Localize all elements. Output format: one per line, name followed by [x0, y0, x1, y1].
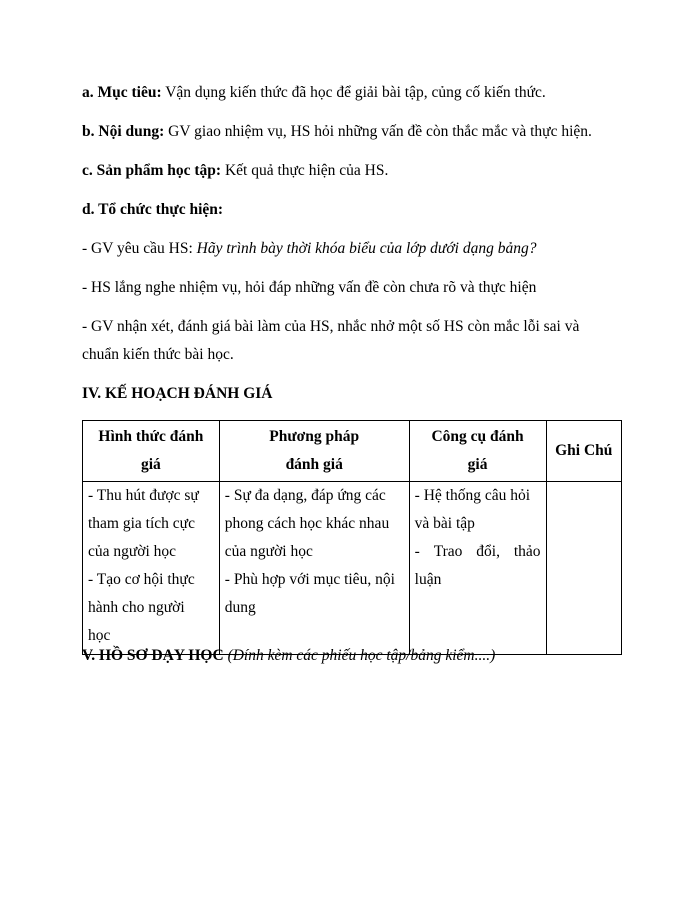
section-v-line [82, 646, 495, 666]
header-assessment-form [83, 421, 220, 482]
objective-text: Vận dụng kiến thức đã học để giải bài tập, củng cố kiến thức. [161, 84, 546, 101]
tool-word: thảo [513, 543, 541, 560]
header-form-line-2: giá [140, 456, 161, 473]
form-line: - Tạo cơ hội thực [88, 571, 195, 588]
tool-line: và bài tập [414, 515, 475, 532]
content-label: b. Nội dung: [82, 123, 165, 140]
section-v-title: V. HỒ SƠ DẠY HỌC [82, 647, 224, 664]
tool-word: - [414, 543, 420, 560]
header-tool-line-1: Công cụ đánh [431, 428, 524, 445]
cell-assessment-tool [409, 482, 546, 655]
header-form-line-1: Hình thức đánh [98, 428, 204, 445]
tool-word: Trao [433, 543, 463, 560]
table-header-row [83, 421, 622, 482]
teacher-request-line [82, 239, 536, 259]
method-line: dung [224, 599, 256, 616]
cell-notes [546, 482, 622, 655]
section-iv-title: IV. KẾ HOẠCH ĐÁNH GIÁ [82, 385, 273, 402]
header-notes: Ghi Chú [546, 421, 622, 482]
section-v-note: (Đính kèm các phiếu học tập/bảng kiểm....) [223, 647, 496, 664]
table-row [83, 482, 622, 655]
product-line [82, 161, 388, 181]
cell-assessment-form [83, 482, 220, 655]
teacher-comment-line-1: - GV nhận xét, đánh giá bài làm của HS, nhắc nhở một số HS còn mắc lỗi sai và [82, 318, 580, 335]
objective-label: a. Mục tiêu: [82, 84, 162, 101]
product-label: c. Sản phẩm học tập: [82, 162, 222, 179]
assessment-plan-table [82, 420, 622, 655]
cell-assessment-method [219, 482, 409, 655]
organization-label: d. Tổ chức thực hiện: [82, 201, 224, 218]
form-line: - Thu hút được sự [88, 487, 199, 504]
organization-heading [82, 200, 223, 220]
teacher-request-question: Hãy trình bày thời khóa biểu của lớp dưới dạng bảng? [196, 240, 537, 257]
tool-line: luận [414, 571, 442, 588]
tool-word: đổi, [476, 543, 500, 560]
method-line: - Sự đa dạng, đáp ứng các [224, 487, 386, 504]
tool-line-justified [415, 538, 541, 566]
teacher-comment-line-2: chuẩn kiến thức bài học. [82, 346, 234, 363]
student-listen-line: - HS lắng nghe nhiệm vụ, hỏi đáp những vấn đề còn chưa rõ và thực hiện [82, 279, 537, 296]
teacher-request-prefix: - GV yêu cầu HS: [82, 240, 197, 257]
header-tool-line-2: giá [467, 456, 488, 473]
form-line: của người học [88, 543, 177, 560]
header-assessment-method [219, 421, 409, 482]
product-text: Kết quả thực hiện của HS. [221, 162, 389, 179]
content-line [82, 122, 592, 142]
method-line: phong cách học khác nhau [224, 515, 390, 532]
method-line: của người học [224, 543, 313, 560]
form-line: học [88, 627, 111, 644]
form-line: tham gia tích cực [88, 515, 195, 532]
method-line: - Phù hợp với mục tiêu, nội [224, 571, 395, 588]
form-line: hành cho người [88, 599, 185, 616]
objective-line [82, 83, 546, 103]
content-text: GV giao nhiệm vụ, HS hỏi những vấn đề còn thắc mắc và thực hiện. [164, 123, 592, 140]
header-method-line-1: Phương pháp [269, 428, 360, 445]
header-assessment-tool [409, 421, 546, 482]
tool-line: - Hệ thống câu hỏi [414, 487, 531, 504]
header-method-line-2: đánh giá [285, 456, 343, 473]
